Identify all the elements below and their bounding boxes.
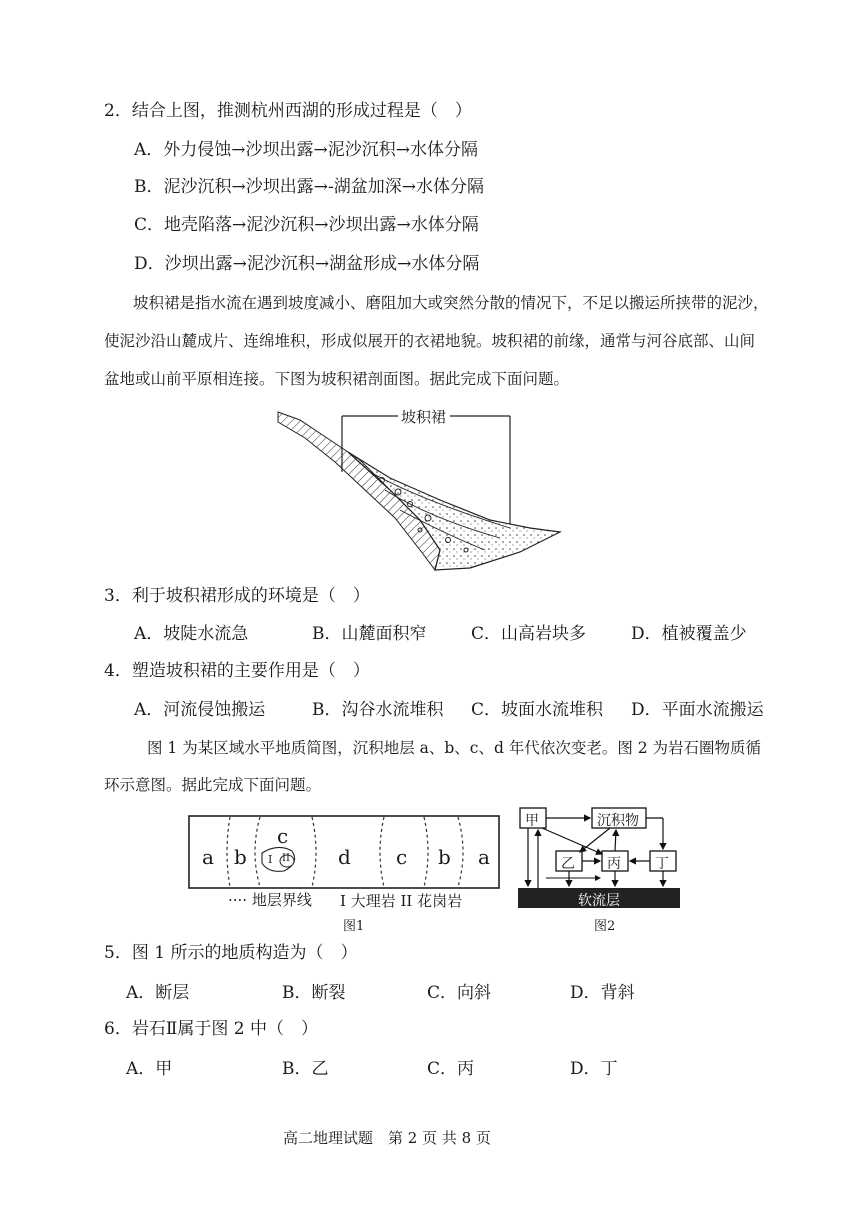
node-bing: 丙 bbox=[607, 856, 621, 872]
node-jia: 甲 bbox=[525, 813, 539, 829]
q5-option-d: D．背斜 bbox=[570, 983, 635, 1003]
q5-option-b: B．断裂 bbox=[282, 983, 346, 1003]
q4-option-c: C．坡面水流堆积 bbox=[471, 700, 604, 720]
apron-figure bbox=[270, 400, 580, 575]
q4-option-b: B．沟谷水流堆积 bbox=[312, 700, 444, 720]
q3-stem: 3．利于坡积裙形成的环境是（ ） bbox=[104, 586, 370, 606]
q3-option-a: A．坡陡水流急 bbox=[134, 624, 249, 644]
q2-option-c: C．地壳陷落→泥沙沉积→沙坝出露→水体分隔 bbox=[134, 215, 479, 235]
stratum-label-5: c bbox=[396, 845, 408, 869]
node-yi: 乙 bbox=[561, 856, 575, 872]
q3-option-c: C．山高岩块多 bbox=[471, 624, 587, 644]
q2-option-d: D．沙坝出露→泥沙沉积→湖盆形成→水体分隔 bbox=[134, 254, 480, 274]
node-ding: 丁 bbox=[655, 856, 669, 872]
passage2-line-1: 图 1 为某区域水平地质简图，沉积地层 a、b、c、d 年代依次变老。图 2 为岩石圈物质循 bbox=[147, 739, 762, 757]
marble-mark: I bbox=[268, 853, 273, 866]
passage2-line-2: 环示意图。据此完成下面问题。 bbox=[104, 776, 322, 794]
node-sediment: 沉积物 bbox=[597, 813, 639, 829]
granite-mark: II bbox=[282, 853, 290, 864]
stratum-label-2: b bbox=[234, 845, 247, 869]
q6-option-b: B．乙 bbox=[282, 1059, 329, 1079]
q2-option-a: A．外力侵蚀→沙坝出露→泥沙沉积→水体分隔 bbox=[134, 140, 479, 160]
fig1-legend-boundary: ···· 地层界线 bbox=[228, 891, 312, 909]
q6-option-a: A．甲 bbox=[126, 1059, 173, 1079]
q3-option-b: B．山麓面积窄 bbox=[312, 624, 427, 644]
q6-stem: 6．岩石Ⅱ属于图 2 中（ ） bbox=[104, 1019, 318, 1039]
fig2-caption: 图2 bbox=[594, 919, 616, 934]
apron-label: 坡积裙 bbox=[401, 408, 447, 426]
fig1-legend-rocks: I 大理岩 II 花岗岩 bbox=[340, 892, 463, 910]
stratum-label-4: d bbox=[338, 845, 351, 869]
q6-option-d: D．丁 bbox=[570, 1059, 618, 1079]
stratum-label-1: a bbox=[202, 845, 214, 869]
figure-2-rock-cycle bbox=[518, 806, 683, 910]
q5-option-c: C．向斜 bbox=[427, 983, 492, 1003]
stratum-label-6: b bbox=[438, 845, 451, 869]
q4-option-d: D．平面水流搬运 bbox=[631, 700, 764, 720]
q5-option-a: A．断层 bbox=[126, 983, 190, 1003]
stratum-label-3: c bbox=[277, 824, 289, 848]
q3-option-d: D．植被覆盖少 bbox=[631, 624, 747, 644]
q2-stem: 2．结合上图，推测杭州西湖的形成过程是（ ） bbox=[104, 101, 472, 121]
stratum-label-7: a bbox=[478, 845, 490, 869]
passage1-line-1: 坡积裙是指水流在遇到坡度减小、磨阻加大或突然分散的情况下，不足以搬运所挟带的泥沙， bbox=[133, 294, 769, 312]
fig1-caption: 图1 bbox=[343, 919, 365, 934]
q6-option-c: C．丙 bbox=[427, 1059, 475, 1079]
figure-1-geologic-map bbox=[188, 815, 500, 890]
node-asthenosphere: 软流层 bbox=[578, 893, 620, 909]
page-footer: 高二地理试题 第 2 页 共 8 页 bbox=[283, 1129, 491, 1147]
q2-option-b: B．泥沙沉积→沙坝出露→-湖盆加深→水体分隔 bbox=[134, 177, 484, 197]
q4-stem: 4．塑造坡积裙的主要作用是（ ） bbox=[104, 661, 370, 681]
passage1-line-2: 使泥沙沿山麓成片、连绵堆积，形成似展开的衣裙地貌。坡积裙的前缘，通常与河谷底部、山间 bbox=[104, 332, 756, 350]
q5-stem: 5．图 1 所示的地质构造为（ ） bbox=[104, 943, 358, 963]
q4-option-a: A．河流侵蚀搬运 bbox=[134, 700, 266, 720]
passage1-line-3: 盆地或山前平原相连接。下图为坡积裙剖面图。据此完成下面问题。 bbox=[104, 370, 570, 388]
